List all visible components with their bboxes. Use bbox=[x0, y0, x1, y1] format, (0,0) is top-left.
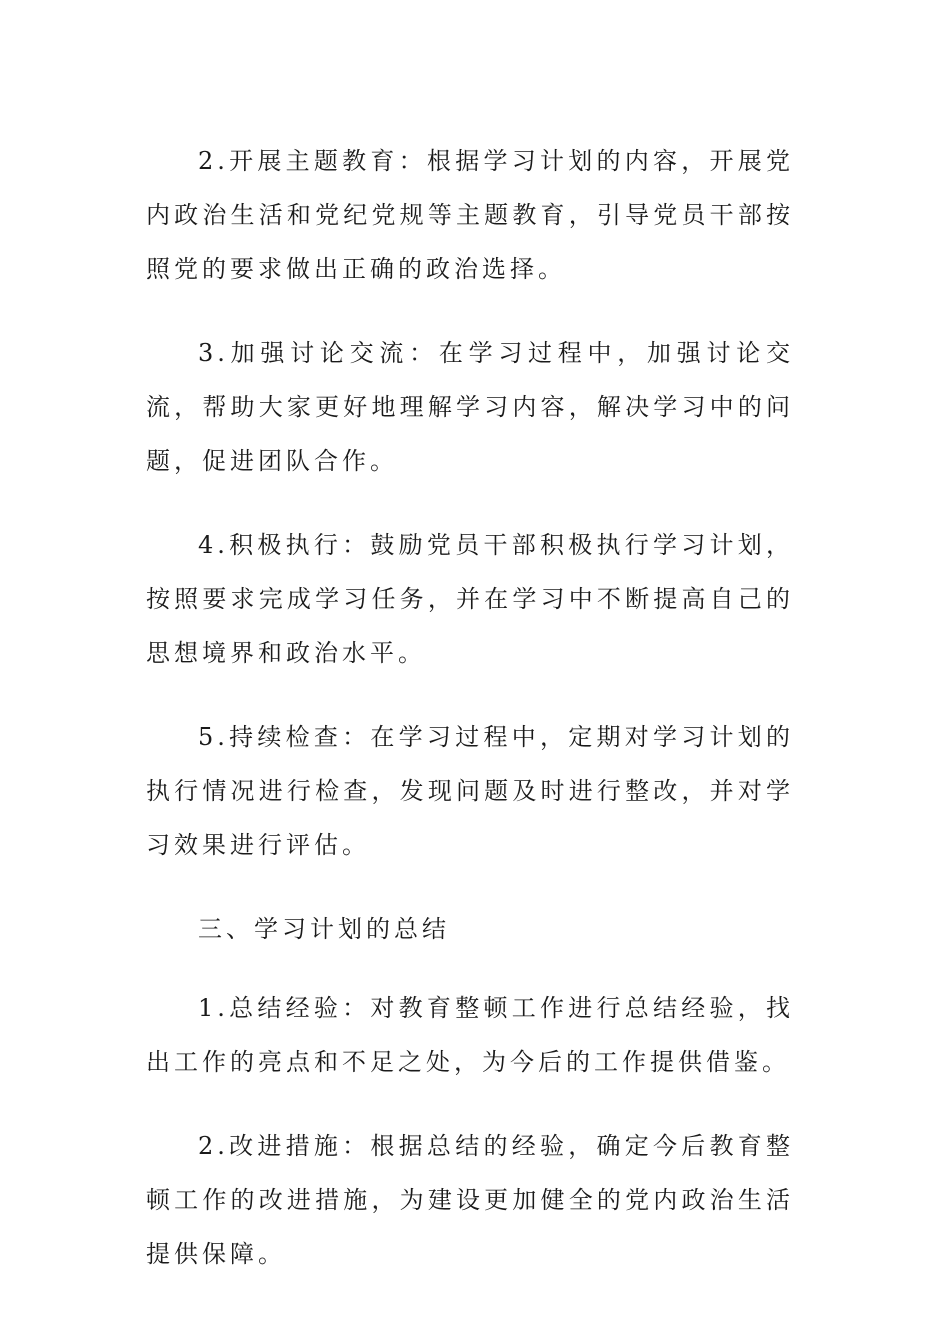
paragraph-item-2-improvement: 2.改进措施：根据总结的经验，确定今后教育整顿工作的改进措施，为建设更加健全的党内政治生活提供保障。 bbox=[146, 1132, 794, 1268]
paragraph-item-2-theme-education: 2.开展主题教育：根据学习计划的内容，开展党内政治生活和党纪党规等主题教育，引导党员干部按照党的要求做出正确的政治选择。 bbox=[146, 147, 794, 283]
paragraph-item-1-experience: 1.总结经验：对教育整顿工作进行总结经验，找出工作的亮点和不足之处，为今后的工作提供借鉴。 bbox=[146, 994, 794, 1076]
paragraph-item-5-inspection: 5.持续检查：在学习过程中，定期对学习计划的执行情况进行检查，发现问题及时进行整改，并对学习效果进行评估。 bbox=[146, 723, 794, 859]
paragraph-item-3-discussion: 3.加强讨论交流：在学习过程中，加强讨论交流，帮助大家更好地理解学习内容，解决学习中的问题，促进团队合作。 bbox=[146, 339, 794, 475]
paragraph-item-4-execution: 4.积极执行：鼓励党员干部积极执行学习计划，按照要求完成学习任务，并在学习中不断提高自己的思想境界和政治水平。 bbox=[146, 531, 794, 667]
section-heading-summary: 三、学习计划的总结 bbox=[198, 915, 450, 943]
document-page bbox=[146, 134, 794, 1311]
